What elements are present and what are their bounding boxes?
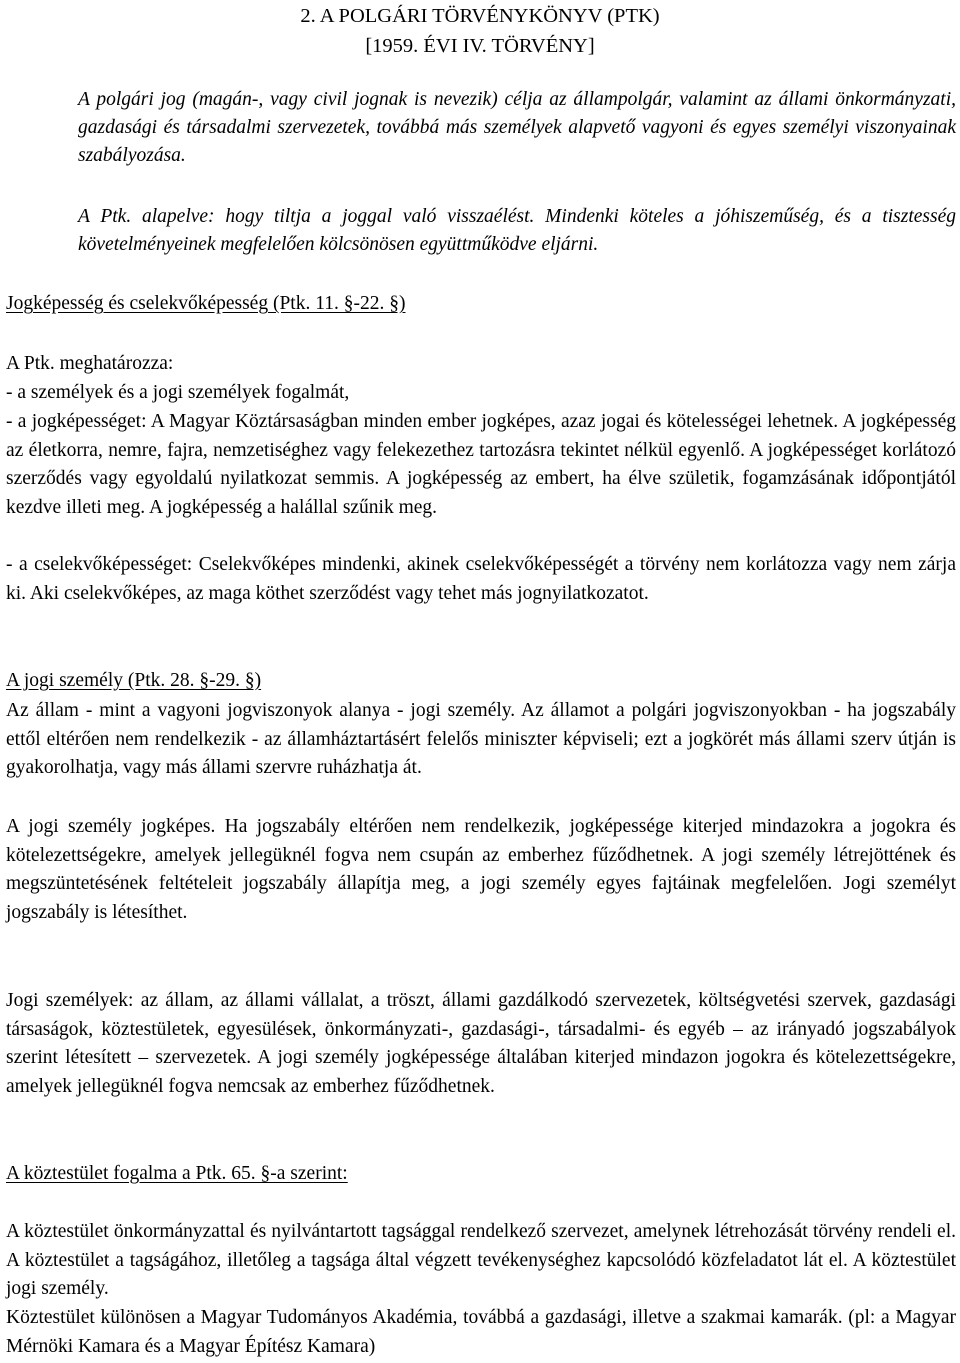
section-heading-public-body bbox=[6, 1160, 956, 1189]
legal-person-paragraph-state: Az állam - mint a vagyoni jogviszonyok alanya - jogi személy. Az államot a polgári jogviszonyokban - ha jogszabály ettől eltérően nem rendelkezik - az államháztartásért felelős miniszter képviseli; ezt a jogkörét más állami szerv útján is gyakorolhatja, vagy más állami szervre ruházhatja át. bbox=[6, 700, 956, 779]
public-body-definition: A köztestület önkormányzattal és nyilvántartott tagsággal rendelkező szervezet, amelynek létrehozását törvény rendeli el. A köztestület a tagságához, illetőleg a tagsága által végzett tevékenységhez kapcsolódó közfeladatot lát el. A köztestület jogi személy. bbox=[6, 1221, 956, 1300]
principle-paragraph: A Ptk. alapelve: hogy tiltja a joggal való visszaélést. Mindenki köteles a jóhiszeműség, és a tisztesség követelményeinek megfelelően kölcsönösen együttműködve eljárni. bbox=[78, 206, 956, 255]
document-subtitle: [1959. ÉVI IV. TÖRVÉNY] bbox=[365, 35, 595, 57]
legal-person-heading-text: A jogi személy (Ptk. 28. §-29. §) bbox=[6, 670, 262, 691]
public-body-examples: Köztestület különösen a Magyar Tudományos Akadémia, továbbá a gazdasági, illetve a szakmai kamarák. (pl: a Magyar Mérnöki Kamara és a Magyar Építész Kamara) bbox=[6, 1307, 956, 1357]
public-body-heading-text: A köztestület fogalma a Ptk. 65. §-a szerint: bbox=[6, 1163, 348, 1184]
section-heading-capacity bbox=[6, 290, 956, 319]
section-heading-legal-person bbox=[6, 667, 956, 696]
document-title: 2. A POLGÁRI TÖRVÉNYKÖNYV (PTK) bbox=[300, 5, 660, 27]
capacity-item-persons: - a személyek és a jogi személyek fogalmát, bbox=[6, 382, 350, 403]
legal-person-paragraph-capacity: A jogi személy jogképes. Ha jogszabály eltérően nem rendelkezik, jogképessége kiterjed mindazokra a jogokra és kötelezettségekre, amelyek jellegüknél fogva nem csupán az emberhez fűződhetnek. A jogi személy létrejöttének és megszüntetésének feltételeit jogszabály állapítja meg, a jogi személy egyes fajtáinak megfelelően. Jogi személyt jogszabály is létesíthet. bbox=[6, 816, 956, 924]
legal-persons-list: Jogi személyek: az állam, az állami vállalat, a tröszt, állami gazdálkodó szervezetek, költségvetési szervek, gazdasági társaságok, köztestületek, egyesülések, önkormányzati-, gazdasági-, társadalmi- és egyéb – az irányadó jogszabályok szerint létesített – szervezetek. A jogi személy jogképessége általában kiterjed mindazon jogokra és kötelezettségekre, amelyek jellegüknél fogva nemcsak az emberhez fűződhetnek. bbox=[6, 990, 956, 1098]
capacity-intro: A Ptk. meghatározza: bbox=[6, 353, 174, 374]
capacity-item-capacity-to-act: - a cselekvőképességet: Cselekvőképes mindenki, akinek cselekvőképességét a törvény nem korlátozza vagy nem zárja ki. Aki cselekvőképes, az maga köthet szerződést vagy tehet más jognyilatkozatot. bbox=[6, 554, 956, 604]
capacity-item-legal-capacity: - a jogképességet: A Magyar Köztársaságban minden ember jogképes, azaz jogai és kötelességei lehetnek. A jogképesség az életkorra, nemre, fajra, nemzetiséghez vagy felekezethez tartozásra tekintet nélkül egyenlő. A jogképességet korlátozó szerződés vagy egyoldalú nyilatkozat semmis. A jogképesség az embert, ha élve születik, fogamzásának időpontjától kezdve illeti meg. A jogképesség a halállal szűnik meg. bbox=[6, 411, 956, 519]
capacity-heading-text: Jogképesség és cselekvőképesség (Ptk. 11. §-22. §) bbox=[6, 293, 406, 314]
intro-paragraph: A polgári jog (magán-, vagy civil jognak is nevezik) célja az állampolgár, valamint az állami önkormányzati, gazdasági és társadalmi szervezetek, továbbá más személyek alapvető vagyoni és egyes személyi viszonyainak szabályozása. bbox=[78, 89, 956, 166]
